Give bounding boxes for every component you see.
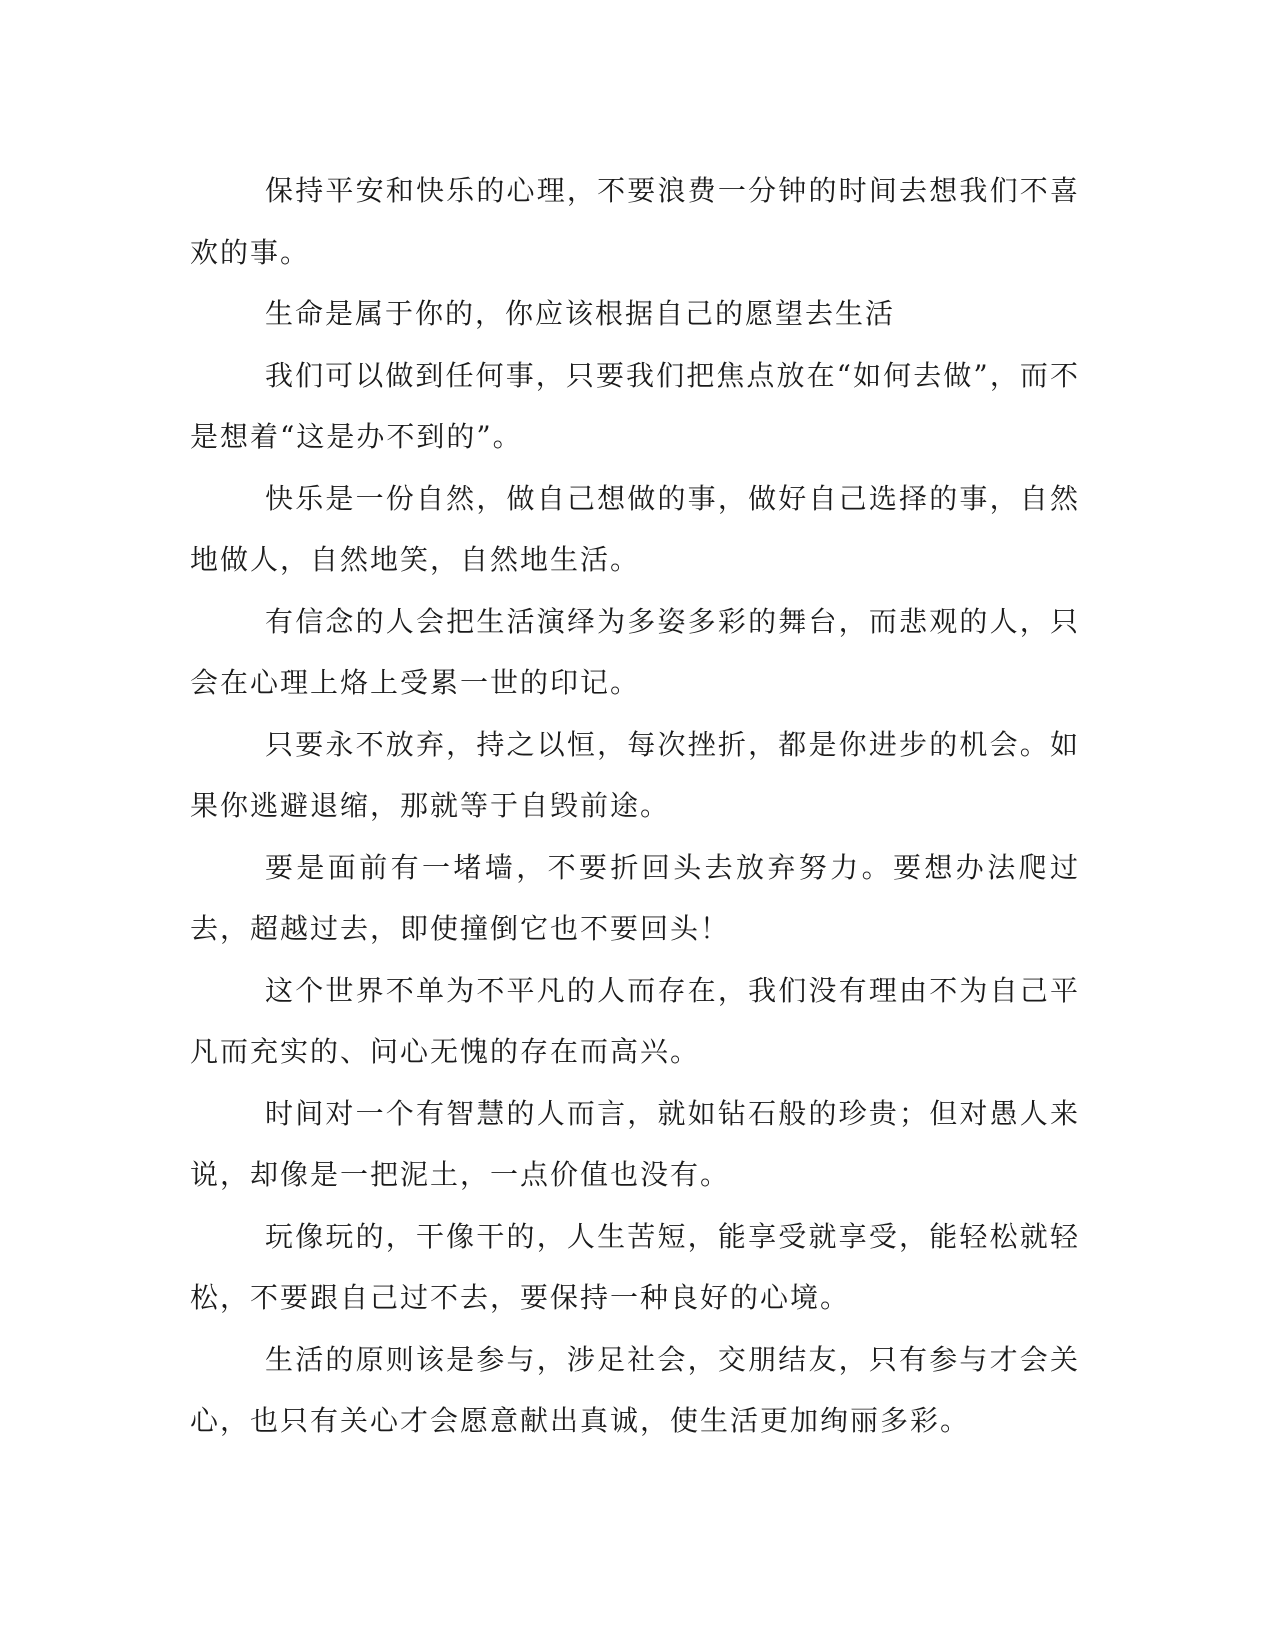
paragraph: 有信念的人会把生活演绎为多姿多彩的舞台，而悲观的人，只会在心理上烙上受累一世的印记。 bbox=[190, 604, 1080, 699]
paragraph: 时间对一个有智慧的人而言，就如钻石般的珍贵；但对愚人来说，却像是一把泥土，一点价值也没有。 bbox=[190, 1096, 1080, 1191]
paragraph: 玩像玩的，干像干的，人生苦短，能享受就享受，能轻松就轻松，不要跟自己过不去，要保持一种良好的心境。 bbox=[190, 1219, 1080, 1314]
document-body bbox=[190, 160, 1080, 1452]
paragraph: 要是面前有一堵墙，不要折回头去放弃努力。要想办法爬过去，超越过去，即使撞倒它也不要回头！ bbox=[190, 850, 1080, 945]
paragraph: 这个世界不单为不平凡的人而存在，我们没有理由不为自己平凡而充实的、问心无愧的存在而高兴。 bbox=[190, 973, 1080, 1068]
paragraph: 生命是属于你的，你应该根据自己的愿望去生活 bbox=[265, 297, 896, 330]
paragraph: 快乐是一份自然，做自己想做的事，做好自己选择的事，自然地做人，自然地笑，自然地生活。 bbox=[190, 481, 1080, 576]
paragraph: 保持平安和快乐的心理，不要浪费一分钟的时间去想我们不喜欢的事。 bbox=[190, 174, 1080, 269]
paragraph: 只要永不放弃，持之以恒，每次挫折，都是你进步的机会。如果你逃避退缩，那就等于自毁前途。 bbox=[190, 727, 1080, 822]
paragraph: 生活的原则该是参与，涉足社会，交朋结友，只有参与才会关心，也只有关心才会愿意献出真诚，使生活更加绚丽多彩。 bbox=[190, 1342, 1080, 1437]
paragraph: 我们可以做到任何事，只要我们把焦点放在“如何去做”，而不是想着“这是办不到的”。 bbox=[190, 358, 1080, 453]
